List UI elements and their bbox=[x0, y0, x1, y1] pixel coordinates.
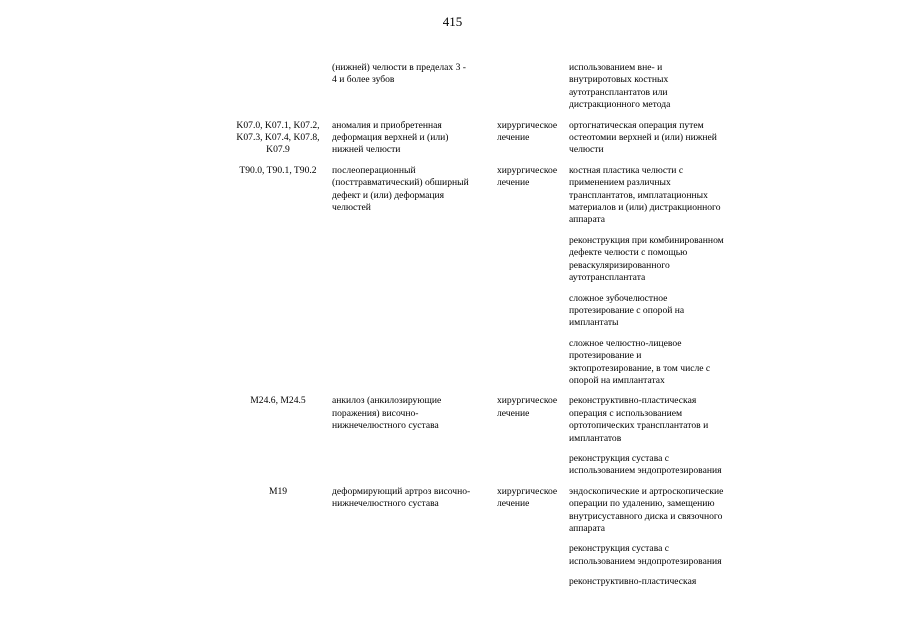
table-row bbox=[232, 387, 757, 445]
treatment-cell: хирургическое лечение bbox=[497, 395, 558, 419]
treatment-cell: хирургическое лечение bbox=[497, 164, 558, 189]
method-cell: костная пластика челюсти с применением различных трансплантатов, имплатационных материалов и (или) дистракционного аппарата bbox=[569, 164, 721, 226]
method-cell: эндоскопические и артроскопические операции по удалению, замещению внутрисуставного диска и связочного аппарата bbox=[569, 485, 724, 534]
table-row bbox=[232, 62, 757, 112]
disease-cell: аномалия и приобретенная деформация верхней и (или) нижней челюсти bbox=[332, 119, 449, 156]
table-row bbox=[232, 478, 757, 536]
method-cell: реконструкция сустава с использованием эндопротезирования bbox=[569, 543, 722, 567]
disease-cell: (нижней) челюсти в пределах 3 - 4 и более зубов bbox=[332, 62, 466, 86]
method-cell: сложное зубочелюстное протезирование с опорой на имплантаты bbox=[569, 292, 685, 329]
treatment-cell: хирургическое лечение bbox=[497, 485, 558, 510]
method-cell: ортогнатическая операция путем остеотомии верхней и (или) нижней челюсти bbox=[569, 119, 717, 156]
treatment-cell bbox=[497, 62, 569, 112]
method-cell: реконструкция при комбинированном дефекте челюсти с помощью реваскуляризированного аутотрансплантата bbox=[569, 234, 724, 284]
disease-cell: деформирующий артроз височно- нижнечелюстного сустава bbox=[332, 485, 471, 510]
icd-code-cell: T90.0, T90.1, T90.2 bbox=[239, 164, 317, 176]
method-cell: реконструкция сустава с использованием эндопротезирования bbox=[569, 452, 722, 477]
procedures-table bbox=[232, 62, 757, 589]
method-cell: реконструктивно-пластическая bbox=[569, 576, 697, 588]
table-row bbox=[232, 157, 757, 227]
disease-cell: анкилоз (анкилозирующие поражения) височно- нижнечелюстного сустава bbox=[332, 395, 442, 432]
icd-code-cell: M19 bbox=[268, 485, 288, 497]
icd-code-cell bbox=[232, 62, 332, 112]
method-cell: реконструктивно-пластическая операция с использованием ортотопических трансплантатов и имплантатов bbox=[569, 395, 709, 444]
method-cell: сложное челюстно-лицевое протезирование и эктопротезирование, в том числе с опорой на имплантатах bbox=[569, 337, 711, 386]
icd-code-cell: M24.6, M24.5 bbox=[250, 395, 306, 407]
method-cell: использованием вне- и внутриротовых костных аутотрансплантатов или дистракционного метода bbox=[569, 62, 671, 111]
icd-code-cell: K07.0, K07.1, K07.2, K07.3, K07.4, K07.8, K07.9 bbox=[236, 119, 320, 156]
page-number: 415 bbox=[442, 14, 463, 29]
disease-cell: послеоперационный (посттравматический) обширный дефект и (или) деформация челюстей bbox=[332, 164, 469, 214]
treatment-cell: хирургическое лечение bbox=[497, 119, 558, 144]
table-row bbox=[232, 112, 757, 157]
